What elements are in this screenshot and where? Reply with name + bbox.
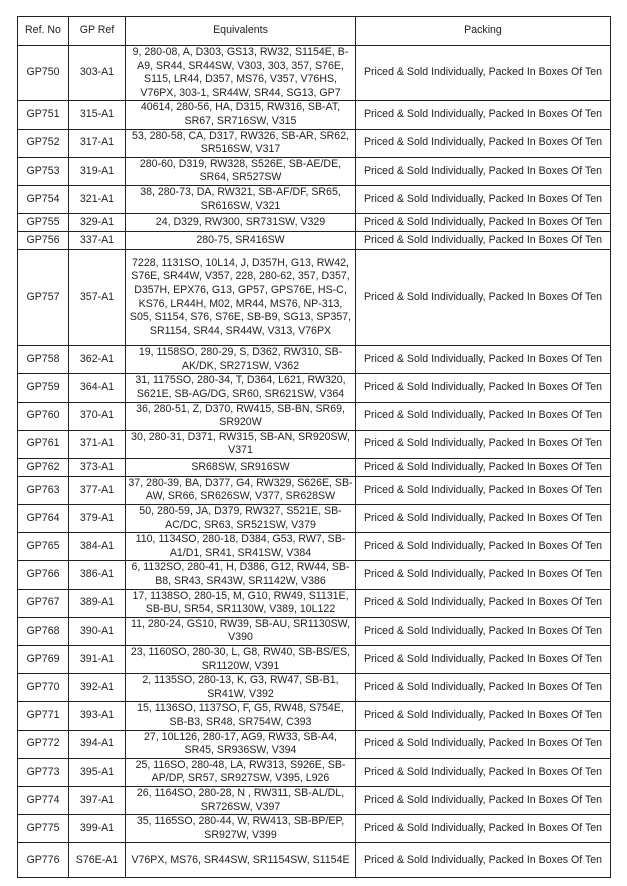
gp-ref-cell: 389-A1 bbox=[69, 589, 126, 617]
ref-no-cell: GP761 bbox=[18, 430, 69, 458]
table-row bbox=[18, 646, 611, 674]
packing-cell: Priced & Sold Individually, Packed In Boxes Of Ten bbox=[356, 250, 611, 346]
table-row bbox=[18, 250, 611, 346]
equivalents-cell: 280-75, SR416SW bbox=[126, 232, 356, 250]
ref-no-cell: GP776 bbox=[18, 843, 69, 878]
ref-no-cell: GP750 bbox=[18, 46, 69, 101]
equivalents-cell: 280-60, D319, RW328, S526E, SB-AE/DE, SR64, SR527SW bbox=[126, 157, 356, 185]
gp-ref-cell: 373-A1 bbox=[69, 458, 126, 476]
packing-cell: Priced & Sold Individually, Packed In Boxes Of Ten bbox=[356, 185, 611, 213]
equivalents-cell: 9, 280-08, A, D303, GS13, RW32, S1154E, B-A9, SR44, SR44SW, V303, 303, 357, S76E, S115, LR44, D357, MS76, V357, V76HS, V76PX, 303-1, SR44W, SR44, SG13, GP7 bbox=[126, 46, 356, 101]
gp-ref-cell: 399-A1 bbox=[69, 815, 126, 843]
gp-ref-cell: 386-A1 bbox=[69, 561, 126, 589]
gp-ref-cell: 391-A1 bbox=[69, 646, 126, 674]
ref-no-cell: GP753 bbox=[18, 157, 69, 185]
gp-ref-cell: 379-A1 bbox=[69, 505, 126, 533]
ref-no-cell: GP771 bbox=[18, 702, 69, 730]
equivalents-cell: 31, 1175SO, 280-34, T, D364, L621, RW320, S621E, SB-AG/DG, SR60, SR621SW, V364 bbox=[126, 374, 356, 402]
equivalents-cell: 37, 280-39, BA, D377, G4, RW329, S626E, SB-AW, SR66, SR626SW, V377, SR628SW bbox=[126, 476, 356, 504]
ref-no-cell: GP760 bbox=[18, 402, 69, 430]
equivalents-cell: 40614, 280-56, HA, D315, RW316, SB-AT, SR67, SR716SW, V315 bbox=[126, 101, 356, 129]
ref-no-cell: GP765 bbox=[18, 533, 69, 561]
equivalents-cell: 15, 1136SO, 1137SO, F, G5, RW48, S754E, SB-B3, SR48, SR754W, C393 bbox=[126, 702, 356, 730]
gp-ref-cell: 390-A1 bbox=[69, 617, 126, 645]
ref-no-cell: GP752 bbox=[18, 129, 69, 157]
table-row bbox=[18, 157, 611, 185]
packing-cell: Priced & Sold Individually, Packed In Boxes Of Ten bbox=[356, 430, 611, 458]
header-row bbox=[18, 17, 611, 46]
equivalents-cell: 30, 280-31, D371, RW315, SB-AN, SR920SW, V371 bbox=[126, 430, 356, 458]
gp-ref-cell: 394-A1 bbox=[69, 730, 126, 758]
table-row bbox=[18, 232, 611, 250]
equivalents-cell: 23, 1160SO, 280-30, L, G8, RW40, SB-BS/ES, SR1120W, V391 bbox=[126, 646, 356, 674]
equivalents-cell: 19, 1158SO, 280-29, S, D362, RW310, SB-AK/DK, SR271SW, V362 bbox=[126, 346, 356, 374]
ref-no-cell: GP757 bbox=[18, 250, 69, 346]
equivalents-cell: 36, 280-51, Z, D370, RW415, SB-BN, SR69, SR920W bbox=[126, 402, 356, 430]
table-row bbox=[18, 561, 611, 589]
table-row bbox=[18, 843, 611, 878]
gp-ref-cell: 321-A1 bbox=[69, 185, 126, 213]
table-row bbox=[18, 374, 611, 402]
packing-cell: Priced & Sold Individually, Packed In Boxes Of Ten bbox=[356, 458, 611, 476]
table-row bbox=[18, 589, 611, 617]
gp-ref-cell: 364-A1 bbox=[69, 374, 126, 402]
table-row bbox=[18, 185, 611, 213]
ref-no-cell: GP766 bbox=[18, 561, 69, 589]
gp-ref-cell: 393-A1 bbox=[69, 702, 126, 730]
packing-cell: Priced & Sold Individually, Packed In Boxes Of Ten bbox=[356, 46, 611, 101]
packing-cell: Priced & Sold Individually, Packed In Boxes Of Ten bbox=[356, 646, 611, 674]
gp-ref-cell: 337-A1 bbox=[69, 232, 126, 250]
gp-ref-cell: 377-A1 bbox=[69, 476, 126, 504]
table-row bbox=[18, 402, 611, 430]
header-equivalents: Equivalents bbox=[126, 17, 356, 46]
ref-no-cell: GP754 bbox=[18, 185, 69, 213]
table-row bbox=[18, 458, 611, 476]
gp-ref-cell: 397-A1 bbox=[69, 786, 126, 814]
ref-no-cell: GP756 bbox=[18, 232, 69, 250]
table-row bbox=[18, 617, 611, 645]
header-gp-ref: GP Ref bbox=[69, 17, 126, 46]
table-row bbox=[18, 430, 611, 458]
equivalents-cell: 110, 1134SO, 280-18, D384, G53, RW7, SB-A1/D1, SR41, SR41SW, V384 bbox=[126, 533, 356, 561]
table-row bbox=[18, 702, 611, 730]
ref-no-cell: GP775 bbox=[18, 815, 69, 843]
gp-ref-cell: 370-A1 bbox=[69, 402, 126, 430]
ref-no-cell: GP774 bbox=[18, 786, 69, 814]
gp-ref-cell: 371-A1 bbox=[69, 430, 126, 458]
equivalents-cell: 27, 10L126, 280-17, AG9, RW33, SB-A4, SR45, SR936SW, V394 bbox=[126, 730, 356, 758]
ref-no-cell: GP770 bbox=[18, 674, 69, 702]
ref-no-cell: GP755 bbox=[18, 214, 69, 232]
table-row bbox=[18, 815, 611, 843]
ref-no-cell: GP768 bbox=[18, 617, 69, 645]
gp-ref-cell: 319-A1 bbox=[69, 157, 126, 185]
table-row bbox=[18, 730, 611, 758]
equivalents-cell: 11, 280-24, GS10, RW39, SB-AU, SR1130SW, V390 bbox=[126, 617, 356, 645]
equivalents-cell: 50, 280-59, JA, D379, RW327, S521E, SB-AC/DC, SR63, SR521SW, V379 bbox=[126, 505, 356, 533]
packing-cell: Priced & Sold Individually, Packed In Boxes Of Ten bbox=[356, 617, 611, 645]
equivalents-cell: V76PX, MS76, SR44SW, SR1154SW, S1154E bbox=[126, 843, 356, 878]
table-row bbox=[18, 214, 611, 232]
table-row bbox=[18, 476, 611, 504]
packing-cell: Priced & Sold Individually, Packed In Boxes Of Ten bbox=[356, 101, 611, 129]
gp-ref-cell: 362-A1 bbox=[69, 346, 126, 374]
gp-ref-cell: 303-A1 bbox=[69, 46, 126, 101]
equivalents-cell: 26, 1164SO, 280-28, N , RW311, SB-AL/DL, SR726SW, V397 bbox=[126, 786, 356, 814]
packing-cell: Priced & Sold Individually, Packed In Boxes Of Ten bbox=[356, 758, 611, 786]
packing-cell: Priced & Sold Individually, Packed In Boxes Of Ten bbox=[356, 589, 611, 617]
table-row bbox=[18, 101, 611, 129]
gp-ref-cell: 395-A1 bbox=[69, 758, 126, 786]
gp-ref-cell: 317-A1 bbox=[69, 129, 126, 157]
ref-no-cell: GP759 bbox=[18, 374, 69, 402]
gp-ref-cell: 329-A1 bbox=[69, 214, 126, 232]
table-row bbox=[18, 786, 611, 814]
equivalents-cell: 35, 1165SO, 280-44, W, RW413, SB-BP/EP, SR927W, V399 bbox=[126, 815, 356, 843]
header-packing: Packing bbox=[356, 17, 611, 46]
packing-cell: Priced & Sold Individually, Packed In Boxes Of Ten bbox=[356, 129, 611, 157]
ref-no-cell: GP769 bbox=[18, 646, 69, 674]
packing-cell: Priced & Sold Individually, Packed In Boxes Of Ten bbox=[356, 730, 611, 758]
ref-no-cell: GP758 bbox=[18, 346, 69, 374]
packing-cell: Priced & Sold Individually, Packed In Boxes Of Ten bbox=[356, 157, 611, 185]
equivalents-table bbox=[17, 16, 611, 878]
ref-no-cell: GP767 bbox=[18, 589, 69, 617]
equivalents-cell: 25, 116SO, 280-48, LA, RW313, S926E, SB-AP/DP, SR57, SR927SW, V395, L926 bbox=[126, 758, 356, 786]
packing-cell: Priced & Sold Individually, Packed In Boxes Of Ten bbox=[356, 561, 611, 589]
packing-cell: Priced & Sold Individually, Packed In Boxes Of Ten bbox=[356, 815, 611, 843]
packing-cell: Priced & Sold Individually, Packed In Boxes Of Ten bbox=[356, 346, 611, 374]
equivalents-cell: 17, 1138SO, 280-15, M, G10, RW49, S1131E, SB-BU, SR54, SR1130W, V389, 10L122 bbox=[126, 589, 356, 617]
table-row bbox=[18, 533, 611, 561]
gp-ref-cell: S76E-A1 bbox=[69, 843, 126, 878]
packing-cell: Priced & Sold Individually, Packed In Boxes Of Ten bbox=[356, 533, 611, 561]
ref-no-cell: GP763 bbox=[18, 476, 69, 504]
table-row bbox=[18, 505, 611, 533]
gp-ref-cell: 357-A1 bbox=[69, 250, 126, 346]
packing-cell: Priced & Sold Individually, Packed In Boxes Of Ten bbox=[356, 232, 611, 250]
equivalents-cell: 7228, 1131SO, 10L14, J, D357H, G13, RW42, S76E, SR44W, V357, 228, 280-62, 357, D357, D357H, EPX76, G13, GP57, GPS76E, HS-C, KS76, LR44H, M02, MR44, MS76, NP-313, S05, S1154, S76, S76E, SB-B9, SG13, SP357, SR1154, SR44, SR44W, V313, V76PX bbox=[126, 250, 356, 346]
gp-ref-cell: 392-A1 bbox=[69, 674, 126, 702]
packing-cell: Priced & Sold Individually, Packed In Boxes Of Ten bbox=[356, 402, 611, 430]
table-body bbox=[18, 46, 611, 878]
packing-cell: Priced & Sold Individually, Packed In Boxes Of Ten bbox=[356, 674, 611, 702]
gp-ref-cell: 315-A1 bbox=[69, 101, 126, 129]
ref-no-cell: GP764 bbox=[18, 505, 69, 533]
table-row bbox=[18, 46, 611, 101]
ref-no-cell: GP751 bbox=[18, 101, 69, 129]
packing-cell: Priced & Sold Individually, Packed In Boxes Of Ten bbox=[356, 374, 611, 402]
table-row bbox=[18, 129, 611, 157]
gp-ref-cell: 384-A1 bbox=[69, 533, 126, 561]
packing-cell: Priced & Sold Individually, Packed In Boxes Of Ten bbox=[356, 476, 611, 504]
packing-cell: Priced & Sold Individually, Packed In Boxes Of Ten bbox=[356, 214, 611, 232]
equivalents-cell: 38, 280-73, DA, RW321, SB-AF/DF, SR65, SR616SW, V321 bbox=[126, 185, 356, 213]
equivalents-cell: 6, 1132SO, 280-41, H, D386, G12, RW44, SB-B8, SR43, SR43W, SR1142W, V386 bbox=[126, 561, 356, 589]
packing-cell: Priced & Sold Individually, Packed In Boxes Of Ten bbox=[356, 843, 611, 878]
table-row bbox=[18, 674, 611, 702]
equivalents-cell: 2, 1135SO, 280-13, K, G3, RW47, SB-B1, SR41W, V392 bbox=[126, 674, 356, 702]
ref-no-cell: GP762 bbox=[18, 458, 69, 476]
header-ref-no: Ref. No bbox=[18, 17, 69, 46]
table-row bbox=[18, 346, 611, 374]
ref-no-cell: GP772 bbox=[18, 730, 69, 758]
table-row bbox=[18, 758, 611, 786]
equivalents-cell: SR68SW, SR916SW bbox=[126, 458, 356, 476]
packing-cell: Priced & Sold Individually, Packed In Boxes Of Ten bbox=[356, 786, 611, 814]
equivalents-cell: 24, D329, RW300, SR731SW, V329 bbox=[126, 214, 356, 232]
packing-cell: Priced & Sold Individually, Packed In Boxes Of Ten bbox=[356, 702, 611, 730]
equivalents-cell: 53, 280-58, CA, D317, RW326, SB-AR, SR62, SR516SW, V317 bbox=[126, 129, 356, 157]
packing-cell: Priced & Sold Individually, Packed In Boxes Of Ten bbox=[356, 505, 611, 533]
ref-no-cell: GP773 bbox=[18, 758, 69, 786]
